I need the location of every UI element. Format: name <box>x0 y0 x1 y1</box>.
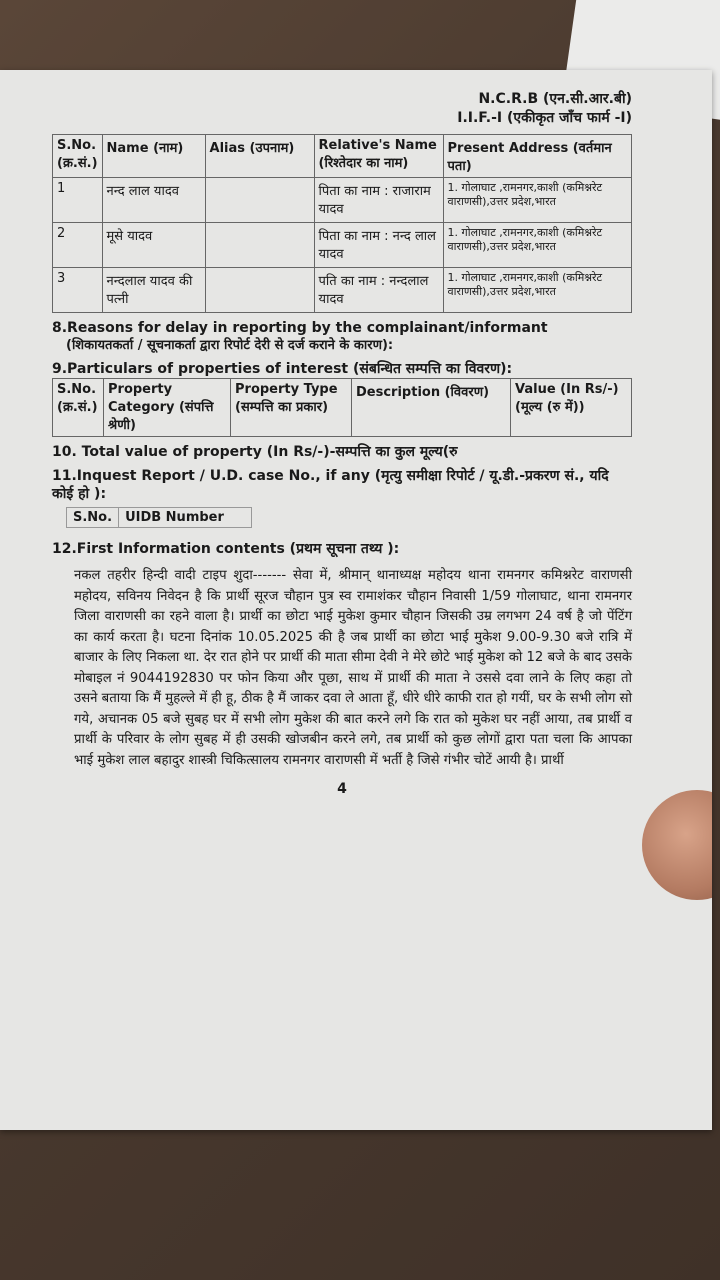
cell-alias <box>205 178 314 223</box>
accused-table-header <box>53 135 632 178</box>
section-8-title: 8.Reasons for delay in reporting by the complainant/informant <box>52 320 548 336</box>
accused-table <box>52 134 632 313</box>
col-sno: S.No. (क्र.सं.) <box>53 135 103 178</box>
cell-alias <box>205 223 314 268</box>
section-9-title: 9.Particulars of properties of interest (संबन्धित सम्पत्ति का विवरण): <box>52 361 513 377</box>
cell-relative: पिता का नाम : राजाराम यादव <box>314 178 443 223</box>
property-table <box>52 378 632 437</box>
col-address: Present Address (वर्तमान पता) <box>443 135 631 178</box>
cell-address: 1. गोलाघाट ,रामनगर,काशी (कमिश्नरेट वाराणसी),उत्तर प्रदेश,भारत <box>443 268 631 313</box>
col-description: Description (विवरण) <box>352 379 511 437</box>
col-category: Property Category (संपत्ति श्रेणी) <box>104 379 231 437</box>
page-content <box>52 90 632 797</box>
cell-relative: पिता का नाम : नन्द लाल यादव <box>314 223 443 268</box>
cell-address: 1. गोलाघाट ,रामनगर,काशी (कमिश्नरेट वाराणसी),उत्तर प्रदेश,भारत <box>443 223 631 268</box>
cell-sno: 2 <box>53 223 103 268</box>
document-page <box>0 70 712 1130</box>
section-10-title: 10. Total value of property (In Rs/-)-सम्पत्ति का कुल मूल्य(रु <box>52 444 458 460</box>
uidb-header <box>67 508 252 528</box>
cell-sno: 1 <box>53 178 103 223</box>
property-table-header <box>53 379 632 437</box>
uidb-col-number: UIDB Number <box>119 508 252 528</box>
col-name: Name (नाम) <box>102 135 205 178</box>
header-line-1: N.C.R.B (एन.सी.आर.बी) <box>478 91 632 107</box>
cell-address: 1. गोलाघाट ,रामनगर,काशी (कमिश्नरेट वाराणसी),उत्तर प्रदेश,भारत <box>443 178 631 223</box>
section-12-title: 12.First Information contents (प्रथम सूचना तथ्य ): <box>52 541 400 557</box>
table-row <box>53 268 632 313</box>
cell-name: नन्दलाल यादव की पत्नी <box>102 268 205 313</box>
form-header <box>52 90 632 128</box>
cell-name: नन्द लाल यादव <box>102 178 205 223</box>
finger-photo-artifact <box>642 790 712 900</box>
page-number: 4 <box>337 781 347 797</box>
col-alias: Alias (उपनाम) <box>205 135 314 178</box>
cell-name: मूसे यादव <box>102 223 205 268</box>
cell-alias <box>205 268 314 313</box>
first-information-text: नकल तहरीर हिन्दी वादी टाइप शुदा------- सेवा में, श्रीमान् थानाध्यक्ष महोदय थाना रामनगर कमिश्नरेट वाराणसी महोदय, सविनय निवेदन है कि प्रार्थी सूरज चौहान पुत्र स्व रामाशंकर चौहान निवासी 1/59 गोलाघाट, थाना रामनगर जिला वाराणसी का रहने वाला है। प्रार्थी का छोटा भाई मुकेश कुमार चौहान जिसकी उम्र लगभग 24 वर्ष है जो पेंटिंग का कार्य करता है। घटना दिनांक 10.05.2025 की है जब प्रार्थी का छोटा भाई मुकेश 9.00-9.30 बजे रात्रि में बाजार के लिए निकला था. देर रात होने पर प्रार्थी की माता सीमा देवी ने मेरे छोटे भाई मुकेश को 12 बजे के बाद उसके मोबाइल नं 9044192830 पर फोन किया और पूछा, साथ में प्रार्थी की माता ने उससे दवा लाने के लिए कहा तो उसने बताया कि मैं मुहल्ले में ही हू, ठीक है मैं जाकर दवा ले आता हूँ, धीरे धीरे काफी रात हो गयीं, घर के सभी लोग सो गये, अचानक 05 बजे सुबह घर में सभी लोग मुकेश की बात करने लगे कि रात को मुकेश घर नहीं आया, तब प्रार्थी व प्रार्थी के परिवार के लोग सुबह में ही उसकी खोजबीन करने लगे, तब प्रार्थी को कुछ लोगों द्वारा पता चला कि आपका भाई मुकेश लाल बहादुर शास्त्री चिकित्सालय रामनगर वाराणसी में भर्ती है जिसे गंभीर चोटें आयी है। प्रार्थी <box>74 568 632 768</box>
cell-relative: पति का नाम : नन्दलाल यादव <box>314 268 443 313</box>
uidb-table <box>66 507 252 528</box>
header-line-2: I.I.F.-I (एकीकृत जाँच फार्म -I) <box>457 110 632 126</box>
col-relative: Relative's Name (रिश्तेदार का नाम) <box>314 135 443 178</box>
col-value: Value (In Rs/-) (मूल्य (रु में)) <box>511 379 632 437</box>
section-8-subtitle: (शिकायतकर्ता / सूचनाकर्ता द्वारा रिपोर्ट देरी से दर्ज कराने के कारण): <box>66 338 394 353</box>
col-type: Property Type (सम्पत्ति का प्रकार) <box>231 379 352 437</box>
table-row <box>53 178 632 223</box>
table-row <box>53 223 632 268</box>
section-11-title: 11.Inquest Report / U.D. case No., if any (मृत्यु समीक्षा रिपोर्ट / यू.डी.-प्रकरण सं., यदि कोई हो ): <box>52 468 609 502</box>
uidb-col-sno: S.No. <box>67 508 119 528</box>
cell-sno: 3 <box>53 268 103 313</box>
col-sno: S.No. (क्र.सं.) <box>53 379 104 437</box>
